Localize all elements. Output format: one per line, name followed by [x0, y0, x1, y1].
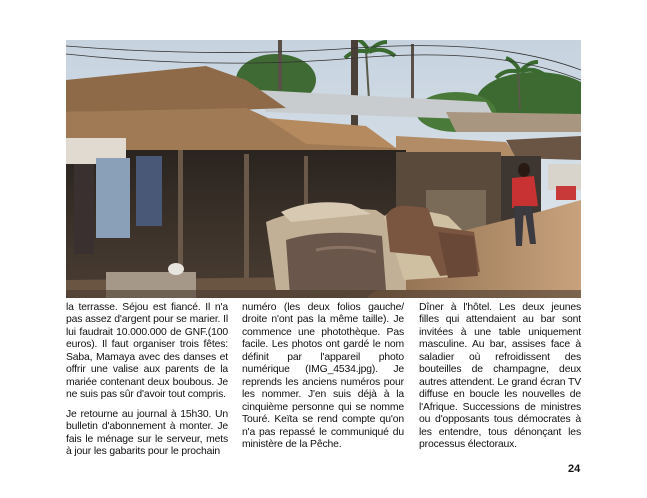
text-column-3 [419, 302, 581, 458]
text-column-2 [242, 302, 404, 458]
street-scene-image [66, 40, 581, 298]
paragraph: Je retourne au journal à 15h30. Un bulletin d'abonnement à monter. Je fais le ménage sur le serveur, mets à jour les gabarits pour le prochain [66, 408, 228, 457]
text-column-1 [66, 302, 228, 465]
paragraph: Dîner à l'hôtel. Les deux jeunes filles qui attendaient au bar sont invitées à une table uniquement masculine. Au bar, assises face à saladier où refroidissent des bouteilles de champagne, deux autres attendent. Le grand écran TV diffuse en boucle les nouvelles de l'Afrique. Successions de ministres ou d'opposants tous démocrates à les entendre, tous dénonçant les processus électoraux. [419, 302, 581, 450]
paragraph: la terrasse. Séjou est fiancé. Il n'a pas assez d'argent pour se marier. Il lui faudrait 10.000.000 de GNF.(100 euros). Il faut organiser trois fêtes: Saba, Mamaya avec des danses et offrir une valise aux parents de la mariée contenant deux boubous. Je ne suis pas sûr d'avoir tout compris. [66, 302, 228, 401]
page-number: 24 [568, 463, 581, 475]
paragraph: numéro (les deux folios gauche/ droite n'ont pas la même taille). Je commence une photothèque. Pas facile. Les photos ont gardé le nom définit par l'appareil photo numérique (IMG_4534.jpg). Je reprends les anciens numéros pour les nommer. J'en suis déjà à la cinquième personne qui se nomme Touré. Keïta se rend compte qu'on n'a pas repassé le communiqué du ministère de la Pêche. [242, 302, 404, 450]
article-photo [66, 40, 581, 298]
